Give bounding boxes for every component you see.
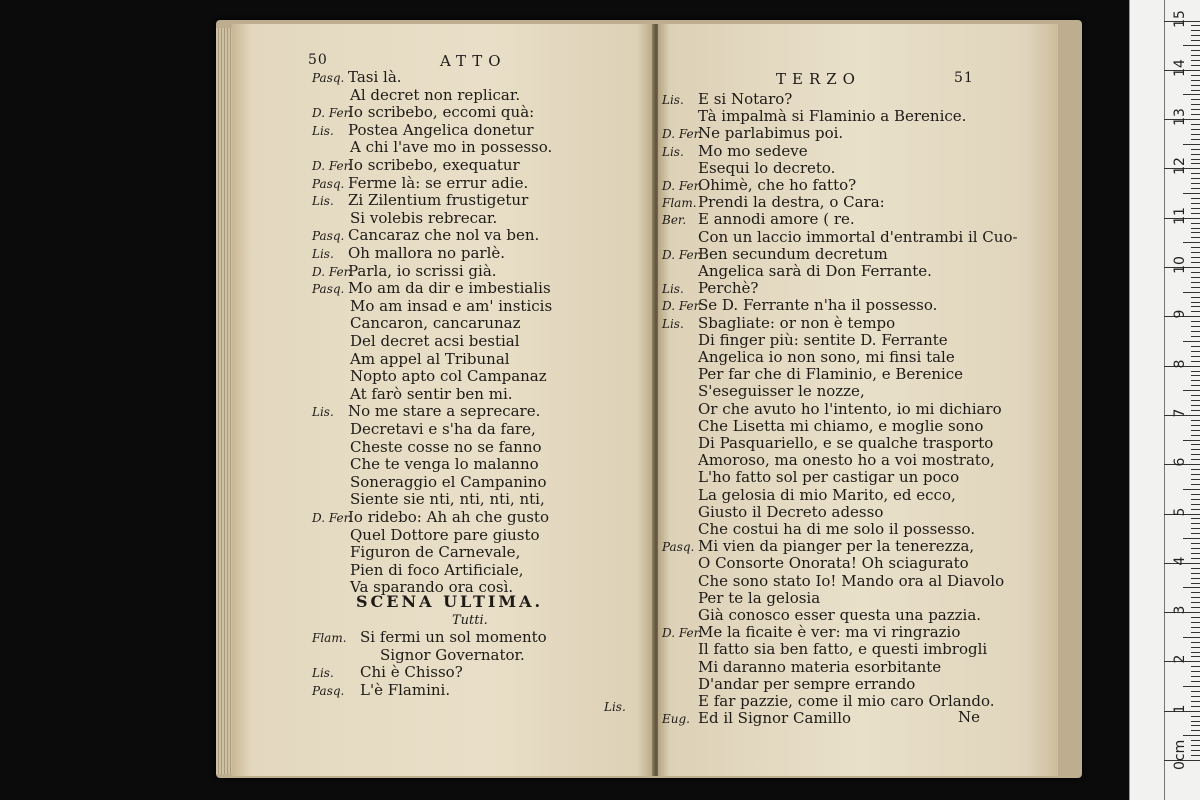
speaker-label: D. Fer. bbox=[312, 264, 352, 279]
ruler-minor-tick bbox=[1191, 380, 1200, 381]
ruler-minor-tick bbox=[1191, 701, 1200, 702]
ruler-minor-tick bbox=[1191, 80, 1200, 81]
speaker-label: D. Fer. bbox=[662, 179, 702, 193]
ruler-minor-tick bbox=[1191, 671, 1200, 672]
text-line: Mi daranno materia esorbitante bbox=[698, 657, 942, 676]
speaker-label: Pasq. bbox=[312, 229, 345, 244]
ruler-minor-tick bbox=[1191, 602, 1200, 603]
ruler-minor-tick bbox=[1191, 30, 1200, 31]
left-page bbox=[232, 24, 654, 776]
text-line: Al decret non replicar. bbox=[350, 85, 521, 104]
ruler-minor-tick bbox=[1191, 90, 1200, 91]
ruler-minor-tick bbox=[1191, 716, 1200, 717]
text-line: Di Pasquariello, e se qualche trasporto bbox=[698, 434, 994, 452]
ruler-minor-tick bbox=[1183, 538, 1200, 539]
text-line: Che Lisetta mi chiamo, e moglie sono bbox=[698, 416, 984, 435]
text-line: Ben secundum decretum bbox=[698, 244, 888, 263]
ruler-label: 12 bbox=[1172, 157, 1188, 176]
ruler-minor-tick bbox=[1183, 587, 1200, 588]
text-line: Io scribebo, eccomi quà: bbox=[348, 103, 535, 122]
text-line: Che te venga lo malanno bbox=[350, 455, 539, 474]
ruler-minor-tick bbox=[1191, 607, 1200, 608]
text-line: Cancaron, cancarunaz bbox=[350, 314, 521, 333]
speaker-label: Lis. bbox=[662, 93, 684, 107]
text-line: E far pazzie, come il mio caro Orlando. bbox=[698, 692, 995, 710]
ruler-minor-tick bbox=[1191, 444, 1200, 445]
text-line: Ed il Signor Camillo bbox=[698, 709, 852, 728]
ruler-minor-tick bbox=[1191, 622, 1200, 623]
ruler-minor-tick bbox=[1191, 725, 1200, 726]
ruler-minor-tick bbox=[1183, 489, 1200, 490]
ruler-minor-tick bbox=[1191, 425, 1200, 426]
ruler-minor-tick bbox=[1183, 637, 1200, 638]
ruler-minor-tick bbox=[1191, 666, 1200, 667]
left-catchword: Lis. bbox=[604, 700, 626, 714]
ruler-label: 11 bbox=[1172, 206, 1188, 225]
text-line: O Consorte Onorata! Oh sciagurato bbox=[698, 554, 969, 573]
text-line: D'andar per sempre errando bbox=[698, 674, 916, 693]
speaker-label: Eug. bbox=[662, 712, 690, 727]
ruler-minor-tick bbox=[1191, 597, 1200, 598]
text-line: Nopto apto col Campanaz bbox=[350, 367, 547, 386]
ruler-minor-tick bbox=[1191, 405, 1200, 406]
text-line: Amoroso, ma onesto ho a voi mostrato, bbox=[698, 451, 995, 470]
speaker-label: Lis. bbox=[312, 194, 334, 209]
ruler-minor-tick bbox=[1191, 351, 1200, 352]
text-line: Angelica sarà di Don Ferrante. bbox=[698, 262, 932, 280]
ruler-minor-tick bbox=[1191, 331, 1200, 332]
text-line: Or che avuto ho l'intento, io mi dichiaro bbox=[698, 399, 1002, 418]
ruler-minor-tick bbox=[1191, 558, 1200, 559]
text-line: Signor Governator. bbox=[380, 645, 525, 664]
text-line: Con un laccio immortal d'entrambi il Cuo- bbox=[698, 227, 1018, 246]
ruler-minor-tick bbox=[1191, 533, 1200, 534]
ruler-minor-tick bbox=[1191, 454, 1200, 455]
ruler-minor-tick bbox=[1191, 548, 1200, 549]
ruler-minor-tick bbox=[1191, 750, 1200, 751]
scene-title: SCENA ULTIMA. bbox=[356, 592, 544, 611]
ruler-minor-tick bbox=[1191, 568, 1200, 569]
ruler-minor-tick bbox=[1191, 277, 1200, 278]
speaker-label: D. Fer. bbox=[662, 626, 702, 641]
ruler-label: 15 bbox=[1172, 9, 1188, 28]
text-line: Se D. Ferrante n'ha il possesso. bbox=[698, 296, 938, 315]
ruler-minor-tick bbox=[1191, 213, 1200, 214]
ruler-minor-tick bbox=[1191, 647, 1200, 648]
text-line: Am appel al Tribunal bbox=[350, 349, 510, 368]
ruler-minor-tick bbox=[1191, 104, 1200, 105]
speaker-label: Lis. bbox=[312, 666, 334, 681]
ruler-label: 1 bbox=[1172, 704, 1188, 714]
text-line: Angelica io non sono, mi finsi tale bbox=[698, 348, 955, 366]
ruler-minor-tick bbox=[1191, 149, 1200, 150]
ruler-minor-tick bbox=[1191, 745, 1200, 746]
ruler-minor-tick bbox=[1183, 390, 1200, 391]
ruler-minor-tick bbox=[1191, 420, 1200, 421]
speaker-label: Lis. bbox=[312, 123, 334, 138]
ruler-minor-tick bbox=[1191, 50, 1200, 51]
text-line: Decretavi e s'ha da fare, bbox=[350, 420, 536, 438]
left-running-head: ATTO bbox=[440, 52, 507, 70]
text-line: Postea Angelica donetur bbox=[348, 120, 534, 139]
left-page-number: 50 bbox=[308, 52, 328, 68]
text-line: Cheste cosse no se fanno bbox=[350, 437, 542, 456]
text-line: Io ridebo: Ah ah che gusto bbox=[348, 508, 549, 526]
ruler-minor-tick bbox=[1191, 232, 1200, 233]
ruler-minor-tick bbox=[1191, 183, 1200, 184]
ruler-minor-tick bbox=[1191, 321, 1200, 322]
text-line: Parla, io scrissi già. bbox=[348, 261, 497, 280]
ruler-minor-tick bbox=[1191, 523, 1200, 524]
ruler-minor-tick bbox=[1191, 656, 1200, 657]
ruler-minor-tick bbox=[1191, 494, 1200, 495]
ruler-minor-tick bbox=[1191, 252, 1200, 253]
ruler-minor-tick bbox=[1191, 627, 1200, 628]
ruler-minor-tick bbox=[1191, 400, 1200, 401]
ruler-minor-tick bbox=[1183, 686, 1200, 687]
ruler-minor-tick bbox=[1191, 85, 1200, 86]
speaker-label: D. Fer. bbox=[312, 159, 352, 173]
text-line: Il fatto sia ben fatto, e questi imbrogli bbox=[698, 640, 988, 659]
ruler-minor-tick bbox=[1191, 696, 1200, 697]
ruler-minor-tick bbox=[1191, 730, 1200, 731]
ruler-label: 10 bbox=[1172, 256, 1188, 274]
text-line: La gelosia di mio Marito, ed ecco, bbox=[698, 485, 956, 504]
ruler-minor-tick bbox=[1191, 203, 1200, 204]
ruler-minor-tick bbox=[1183, 440, 1200, 441]
speaker-label: D. Fer. bbox=[312, 511, 352, 525]
ruler-minor-tick bbox=[1191, 336, 1200, 337]
ruler-minor-tick bbox=[1183, 735, 1200, 736]
ruler-minor-tick bbox=[1191, 410, 1200, 411]
ruler-minor-tick bbox=[1191, 287, 1200, 288]
ruler-minor-tick bbox=[1191, 578, 1200, 579]
ruler-minor-tick bbox=[1191, 469, 1200, 470]
ruler-minor-tick bbox=[1191, 60, 1200, 61]
speaker-label: Lis. bbox=[662, 144, 684, 159]
ruler-minor-tick bbox=[1191, 509, 1200, 510]
ruler-minor-tick bbox=[1191, 223, 1200, 224]
ruler-minor-tick bbox=[1191, 553, 1200, 554]
text-line: Quel Dottore pare giusto bbox=[350, 525, 540, 544]
text-line: S'eseguisser le nozze, bbox=[698, 382, 865, 401]
ruler-minor-tick bbox=[1191, 676, 1200, 677]
ruler-minor-tick bbox=[1191, 755, 1200, 756]
ruler-minor-tick bbox=[1191, 173, 1200, 174]
ruler-minor-tick bbox=[1191, 691, 1200, 692]
ruler-minor-tick bbox=[1191, 40, 1200, 41]
scene-subtitle: Tutti. bbox=[452, 613, 488, 628]
text-line: Mo am insad e am' insticis bbox=[350, 296, 553, 315]
speaker-label: D. Fer. bbox=[312, 106, 352, 121]
text-line: Siente sie nti, nti, nti, nti, bbox=[350, 490, 545, 509]
ruler-minor-tick bbox=[1191, 518, 1200, 519]
text-line: Tà impalmà si Flaminio a Berenice. bbox=[698, 107, 967, 126]
speaker-label: Pasq. bbox=[312, 176, 345, 191]
ruler-minor-tick bbox=[1191, 326, 1200, 327]
ruler-minor-tick bbox=[1191, 65, 1200, 66]
ruler-minor-tick bbox=[1191, 543, 1200, 544]
ruler-minor-tick bbox=[1191, 642, 1200, 643]
text-line: Che sono stato Io! Mando ora al Diavolo bbox=[698, 571, 1005, 590]
ruler-minor-tick bbox=[1191, 371, 1200, 372]
speaker-label: Pasq. bbox=[662, 540, 695, 555]
ruler-minor-tick bbox=[1191, 484, 1200, 485]
ruler-minor-tick bbox=[1191, 139, 1200, 140]
ruler-minor-tick bbox=[1191, 706, 1200, 707]
text-line: Perchè? bbox=[698, 279, 759, 298]
ruler-minor-tick bbox=[1183, 242, 1200, 243]
text-line: Mo am da dir e imbestialis bbox=[348, 279, 551, 298]
ruler-minor-tick bbox=[1191, 99, 1200, 100]
ruler-label: 4 bbox=[1172, 556, 1188, 566]
text-line: Zi Zilentium frustigetur bbox=[348, 191, 529, 210]
speaker-label: Lis. bbox=[312, 247, 334, 261]
ruler-minor-tick bbox=[1191, 228, 1200, 229]
ruler-minor-tick bbox=[1191, 385, 1200, 386]
right-page bbox=[658, 24, 1058, 776]
ruler-minor-tick bbox=[1191, 474, 1200, 475]
ruler-minor-tick bbox=[1191, 257, 1200, 258]
text-line: Tasi là. bbox=[348, 68, 402, 86]
ruler-minor-tick bbox=[1191, 435, 1200, 436]
ruler-minor-tick bbox=[1183, 45, 1200, 46]
ruler-minor-tick bbox=[1191, 35, 1200, 36]
ruler-minor-tick bbox=[1191, 208, 1200, 209]
ruler-minor-tick bbox=[1183, 292, 1200, 293]
ruler-minor-tick bbox=[1191, 528, 1200, 529]
ruler-minor-tick bbox=[1191, 198, 1200, 199]
text-line: L'è Flamini. bbox=[360, 680, 451, 699]
ruler-minor-tick bbox=[1191, 652, 1200, 653]
ruler-minor-tick bbox=[1191, 302, 1200, 303]
ruler-minor-tick bbox=[1191, 124, 1200, 125]
text-line: L'ho fatto sol per castigar un poco bbox=[698, 468, 960, 487]
ruler-minor-tick bbox=[1191, 356, 1200, 357]
ruler-minor-tick bbox=[1191, 114, 1200, 115]
text-line: At farò sentir ben mi. bbox=[350, 384, 513, 403]
text-line: Me la ficaite è ver: ma vi ringrazio bbox=[698, 623, 961, 642]
text-line: Va sparando ora così. bbox=[350, 578, 514, 597]
ruler-minor-tick bbox=[1183, 341, 1200, 342]
ruler-minor-tick bbox=[1191, 583, 1200, 584]
speaker-label: Flam. bbox=[662, 196, 697, 211]
text-line: Figuron de Carnevale, bbox=[350, 543, 521, 562]
ruler-minor-tick bbox=[1191, 25, 1200, 26]
text-line: Già conosco esser questa una pazzia. bbox=[698, 606, 982, 624]
ruler-minor-tick bbox=[1191, 129, 1200, 130]
text-line: Esequi lo decreto. bbox=[698, 158, 836, 177]
ruler-minor-tick bbox=[1191, 109, 1200, 110]
speaker-label: D. Fer. bbox=[662, 127, 702, 142]
ruler-minor-tick bbox=[1191, 163, 1200, 164]
right-running-head: TERZO bbox=[776, 70, 861, 88]
ruler-minor-tick bbox=[1191, 282, 1200, 283]
ruler-minor-tick bbox=[1191, 134, 1200, 135]
right-page-number: 51 bbox=[954, 70, 974, 86]
ruler-minor-tick bbox=[1191, 178, 1200, 179]
ruler-minor-tick bbox=[1191, 188, 1200, 189]
ruler-label: 8 bbox=[1172, 359, 1188, 369]
ruler-minor-tick bbox=[1191, 237, 1200, 238]
text-line: Mi vien da pianger per la tenerezza, bbox=[698, 537, 975, 556]
ruler-label: 3 bbox=[1172, 605, 1188, 615]
speaker-label: Flam. bbox=[312, 631, 347, 645]
text-line: Ohimè, che ho fatto? bbox=[698, 176, 857, 194]
ruler-minor-tick bbox=[1183, 144, 1200, 145]
text-line: Cancaraz che nol va ben. bbox=[348, 226, 540, 245]
ruler-minor-tick bbox=[1191, 632, 1200, 633]
ruler-minor-tick bbox=[1191, 154, 1200, 155]
text-line: No me stare a seprecare. bbox=[348, 402, 541, 421]
speaker-label: D. Fer. bbox=[662, 299, 702, 314]
text-line: Del decret acsi bestial bbox=[350, 332, 520, 350]
ruler-minor-tick bbox=[1191, 592, 1200, 593]
ruler-minor-tick bbox=[1191, 573, 1200, 574]
ruler-minor-tick bbox=[1191, 375, 1200, 376]
ruler-minor-tick bbox=[1191, 449, 1200, 450]
speaker-label: Pasq. bbox=[312, 683, 345, 698]
text-line: Per far che di Flaminio, e Berenice bbox=[698, 365, 964, 384]
ruler-label: 14 bbox=[1172, 58, 1188, 77]
measurement-ruler bbox=[1129, 0, 1200, 800]
text-line: Soneraggio el Campanino bbox=[350, 472, 547, 491]
ruler-label: 0cm bbox=[1172, 739, 1188, 770]
text-line: Per te la gelosia bbox=[698, 588, 821, 607]
text-line: Giusto il Decreto adesso bbox=[698, 502, 884, 521]
text-line: Prendi la destra, o Cara: bbox=[698, 193, 885, 212]
ruler-label: 6 bbox=[1172, 457, 1188, 467]
text-line: E si Notaro? bbox=[698, 90, 793, 108]
ruler-minor-tick bbox=[1191, 361, 1200, 362]
ruler-minor-tick bbox=[1183, 193, 1200, 194]
ruler-label: 7 bbox=[1172, 408, 1188, 418]
ruler-minor-tick bbox=[1191, 272, 1200, 273]
ruler-minor-tick bbox=[1191, 681, 1200, 682]
right-catchword: Ne bbox=[958, 708, 981, 726]
ruler-minor-tick bbox=[1191, 55, 1200, 56]
text-line: Si fermi un sol momento bbox=[360, 628, 547, 646]
speaker-label: Ber. bbox=[662, 213, 687, 228]
text-line: Si volebis rebrecar. bbox=[350, 208, 498, 227]
ruler-label: 2 bbox=[1172, 654, 1188, 664]
ruler-label: 13 bbox=[1172, 108, 1188, 127]
speaker-label: Lis. bbox=[312, 405, 334, 420]
ruler-minor-tick bbox=[1191, 297, 1200, 298]
ruler-minor-tick bbox=[1191, 346, 1200, 347]
ruler-minor-tick bbox=[1191, 306, 1200, 307]
text-line: Oh mallora no parlè. bbox=[348, 244, 506, 262]
ruler-minor-tick bbox=[1191, 311, 1200, 312]
ruler-minor-tick bbox=[1191, 740, 1200, 741]
text-line: Pien di foco Artificiale, bbox=[350, 560, 524, 579]
ruler-minor-tick bbox=[1191, 430, 1200, 431]
ruler-minor-tick bbox=[1191, 499, 1200, 500]
speaker-label: Pasq. bbox=[312, 71, 345, 85]
text-line: Di finger più: sentite D. Ferrante bbox=[698, 330, 948, 349]
ruler-minor-tick bbox=[1191, 75, 1200, 76]
text-line: A chi l'ave mo in possesso. bbox=[350, 138, 553, 157]
ruler-minor-tick bbox=[1191, 504, 1200, 505]
speaker-label: Lis. bbox=[662, 282, 684, 297]
text-line: Sbagliate: or non è tempo bbox=[698, 313, 896, 332]
ruler-minor-tick bbox=[1183, 94, 1200, 95]
ruler-minor-tick bbox=[1191, 159, 1200, 160]
text-line: Mo mo sedeve bbox=[698, 141, 808, 160]
speaker-label: Pasq. bbox=[312, 282, 345, 297]
text-line: Chi è Chisso? bbox=[360, 663, 463, 682]
text-line: Ferme là: se errur adie. bbox=[348, 173, 529, 192]
ruler-minor-tick bbox=[1191, 721, 1200, 722]
speaker-label: D. Fer. bbox=[662, 247, 702, 262]
ruler-minor-tick bbox=[1191, 617, 1200, 618]
ruler-label: 9 bbox=[1172, 309, 1188, 319]
text-line: Che costui ha di me solo il possesso. bbox=[698, 520, 976, 538]
ruler-minor-tick bbox=[1191, 262, 1200, 263]
ruler-label: 5 bbox=[1172, 507, 1188, 516]
text-line: Io scribebo, exequatur bbox=[348, 156, 520, 174]
ruler-minor-tick bbox=[1191, 479, 1200, 480]
text-line: Ne parlabimus poi. bbox=[698, 124, 844, 143]
ruler-minor-tick bbox=[1191, 247, 1200, 248]
ruler-minor-tick bbox=[1191, 459, 1200, 460]
text-line: E annodi amore ( re. bbox=[698, 210, 855, 229]
ruler-minor-tick bbox=[1191, 395, 1200, 396]
speaker-label: Lis. bbox=[662, 316, 684, 331]
